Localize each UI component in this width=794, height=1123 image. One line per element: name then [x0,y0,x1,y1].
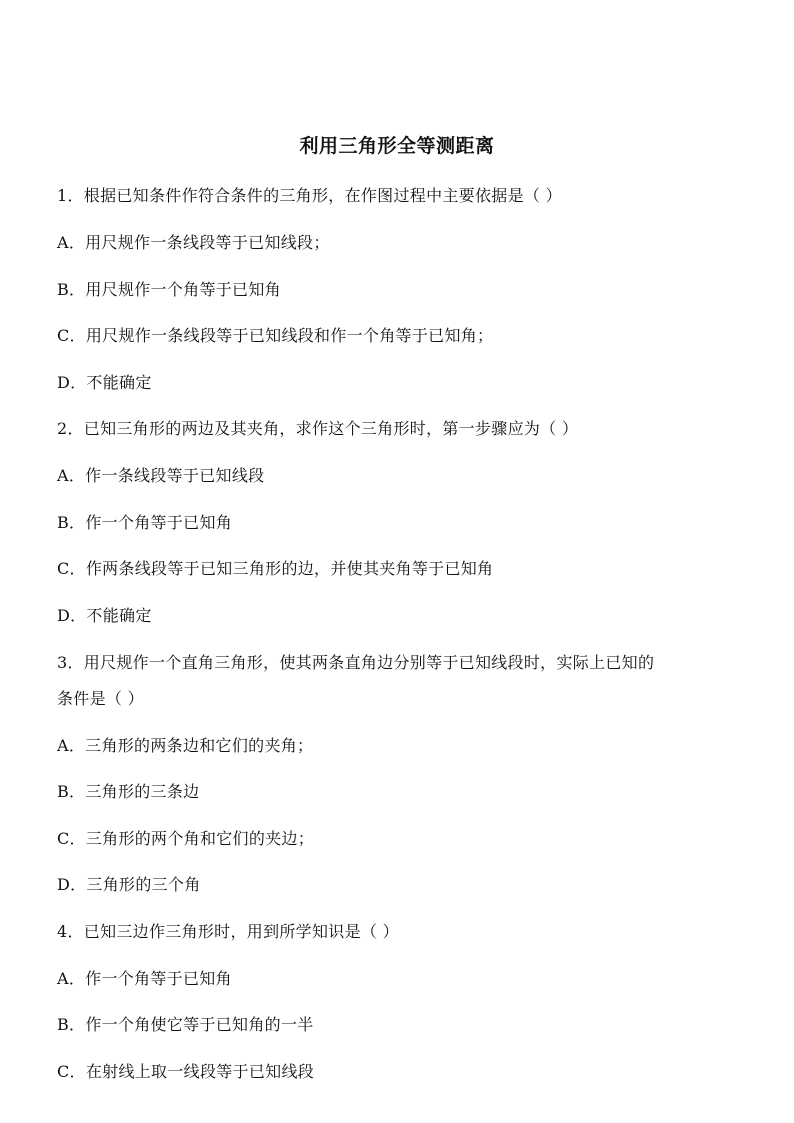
question-3-stem-line-2: 条件是（ ） [57,689,144,708]
question-1-stem: 1．根据已知条件作符合条件的三角形，在作图过程中主要依据是（ ） [57,186,562,205]
question-4-option-b: B．作一个角使它等于已知角的一半 [57,1015,314,1034]
question-2-option-a: A．作一条线段等于已知线段 [57,466,265,485]
question-1-option-d: D．不能确定 [57,373,152,392]
question-3-option-d: D．三角形的三个角 [57,875,201,894]
question-4-stem: 4．已知三边作三角形时，用到所学知识是（ ） [57,922,399,941]
page-title: 利用三角形全等测距离 [299,135,495,157]
question-3-option-a: A．三角形的两条边和它们的夹角； [57,736,314,755]
question-2-option-c: C．作两条线段等于已知三角形的边，并使其夹角等于已知角 [57,559,494,578]
question-2-option-b: B．作一个角等于已知角 [57,513,233,532]
question-2-stem: 2．已知三角形的两边及其夹角，求作这个三角形时，第一步骤应为（ ） [57,419,579,438]
question-4-option-c: C．在射线上取一线段等于已知线段 [57,1062,315,1081]
question-2-option-d: D．不能确定 [57,606,152,625]
question-3-stem-line-1: 3．用尺规作一个直角三角形，使其两条直角边分别等于已知线段时，实际上已知的 [57,653,655,672]
question-4-option-a: A．作一个角等于已知角 [57,969,232,988]
question-3-option-b: B．三角形的三条边 [57,782,200,801]
question-1-option-b: B．用尺规作一个角等于已知角 [57,280,281,299]
question-1-option-a: A．用尺规作一条线段等于已知线段； [57,233,330,252]
question-3-option-c: C．三角形的两个角和它们的夹边； [57,829,315,848]
question-1-option-c: C．用尺规作一条线段等于已知线段和作一个角等于已知角； [57,326,494,345]
